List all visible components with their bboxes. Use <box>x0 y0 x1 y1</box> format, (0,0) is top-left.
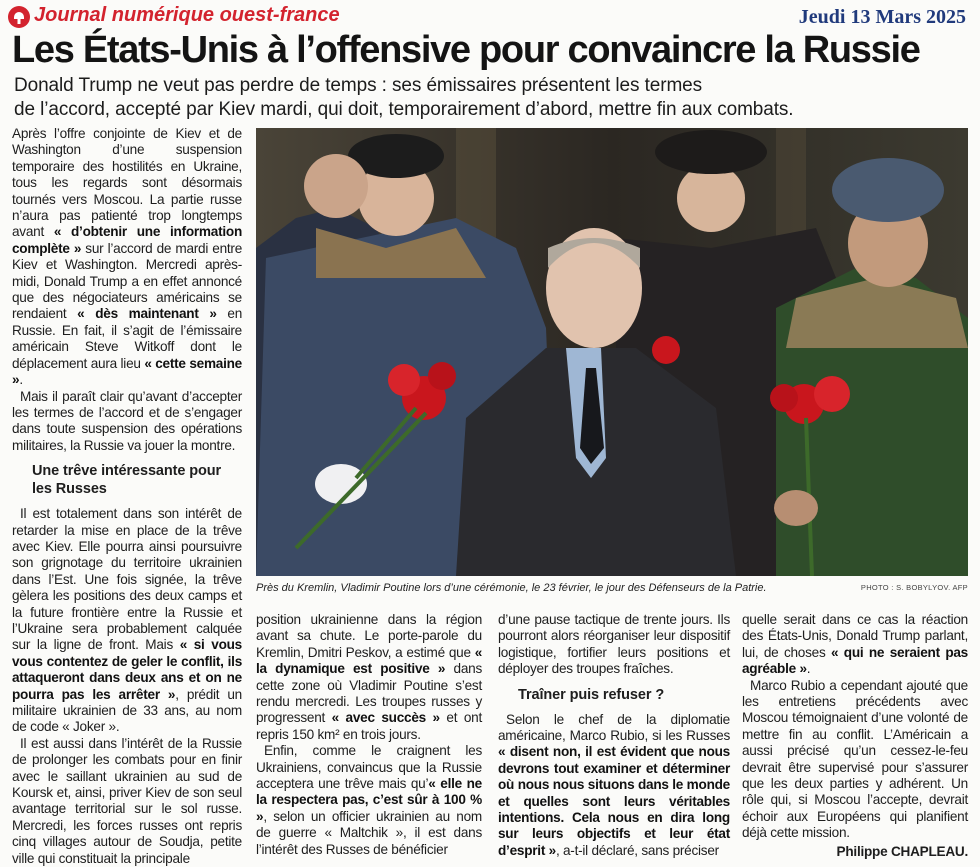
article-column-4 <box>742 612 968 860</box>
paragraph-10: Marco Rubio a cependant ajouté que les entretiens précédents avec Moscou témoignaient d’une volonté de mettre fin au conflit. L’Américain a aussi précisé qu’un cessez-le-feu devrait être supervisé pour s’assurer que les deux parties y adhérent. Un rôle qui, si Moscou l’accepte, devrait échoir aux Européens qui planifient déjà cette mission. <box>742 677 968 841</box>
paragraph-3: Il est totalement dans son intérêt de retarder la mise en place de la trêve avec Kiev. Elle pourra ainsi poursuivre son grignotage du territoire ukrainien dans l’Est. Une fois signée, la trêve gèlera les positions des deux camps et la future frontière entre la Russie et l’Ukraine sera probablement calquée sur la ligne de front. Mais « si vous vous contentez de geler le conflit, ils attaqueront dans deux ans et on ne pourra pas les arrêter », prédit un militaire ukrainien de 33 ans, au nom de code « Joker ». <box>12 506 242 735</box>
subheading-truce: Une trêve intéressante pour les Russes <box>32 463 222 498</box>
paragraph-7: d’une pause tactique de trente jours. Ils pourront alors réorganiser leur dispositif logistique, fortifier leurs positions et déployer des troupes fraîches. <box>498 612 730 677</box>
paragraph-6: Enfin, comme le craignent les Ukrainiens, convaincus que la Russie acceptera une trêve mais qu’« elle ne la respectera pas, c’est sûr à 100 % », selon un officier ukrainien au nom de guerre « Maltchik », il est dans l’intérêt des Russes de bénéficier <box>256 743 482 857</box>
paragraph-1: Après l’offre conjointe de Kiev et de Washington d’une suspension temporaire des hostilités en Ukraine, tous les regards sont désormais tournés vers Moscou. La partie russe n’aura pas patienté trop longtemps avant « d’obtenir une information complète » sur l’accord de mardi entre Kiev et Washington. Mercredi après-midi, Donald Trump a en effet annoncé que des négociateurs américains se rendaient « dès maintenant » en Russie. En fait, il s’agit de l’émissaire américain Steve Witkoff dont le déplacement aura lieu « cette semaine ». <box>12 126 243 388</box>
journal-title: Journal numérique ouest-france <box>34 4 340 26</box>
photo-credit: PHOTO : S. BOBYLYOV. AFP <box>860 583 968 592</box>
photo-caption <box>256 582 968 600</box>
standfirst-line-2: de l’accord, accepté par Kiev mardi, qui doit, temporairement d’abord, mettre fin aux combats. <box>14 99 794 120</box>
paragraph-5: position ukrainienne dans la région avant sa chute. Le porte-parole du Kremlin, Dmitri Peskov, a estimé que « la dynamique est positive » dans cette zone où Vladimir Poutine s’est rendu mercredi. Les troupes russes y progressent « avec succès » et ont repris 150 km² en trois jours. <box>256 612 482 742</box>
standfirst-line-1: Donald Trump ne veut pas perdre de temps : ses émissaires présentent les termes <box>14 75 703 96</box>
author-signature: Philippe CHAPLEAU. <box>836 843 968 859</box>
standfirst <box>14 74 974 122</box>
paragraph-9: quelle serait dans ce cas la réaction des États-Unis, Donald Trump parlant, lui, de choses « qui ne seraient pas agréable ». <box>742 612 968 677</box>
headline: Les États-Unis à l’offensive pour convaincre la Russie <box>12 29 920 71</box>
paragraph-2: Mais il paraît clair qu’avant d’accepter les termes de l’accord et de s’engager dans toute suspension des opérations militaires, la Russie va jouer la montre. <box>12 388 242 453</box>
photo-illustration <box>256 128 968 576</box>
article-column-2 <box>256 612 482 858</box>
ouest-france-logo-icon <box>8 6 30 28</box>
issue-date: Jeudi 13 Mars 2025 <box>798 6 966 28</box>
paragraph-8: Selon le chef de la diplomatie américaine, Marco Rubio, si les Russes « disent non, il est évident que nous devrons tout examiner et déterminer où nous nous situons dans le monde et quelles sont leurs véritables intentions. Cela nous en dira long sur leurs objectifs et leur état d’esprit », a-t-il déclaré, sans préciser <box>498 711 730 858</box>
subheading-refuse: Traîner puis refuser ? <box>518 686 665 703</box>
article-column-3 <box>498 612 730 859</box>
paragraph-4: Il est aussi dans l’intérêt de la Russie de prolonger les combats pour en finir avec le saillant ukrainien au sud de Koursk et, ainsi, priver Kiev de son seul avantage territorial sur le sol russe. Mercredi, les forces russes ont repris cinq villages autour de Soudja, petite ville qui constituait la principale <box>12 735 242 866</box>
article-photo <box>256 128 968 576</box>
article-column-1 <box>12 126 242 867</box>
caption-text: Près du Kremlin, Vladimir Poutine lors d’une cérémonie, le 23 février, le jour des Défenseurs de la Patrie. <box>256 582 767 594</box>
